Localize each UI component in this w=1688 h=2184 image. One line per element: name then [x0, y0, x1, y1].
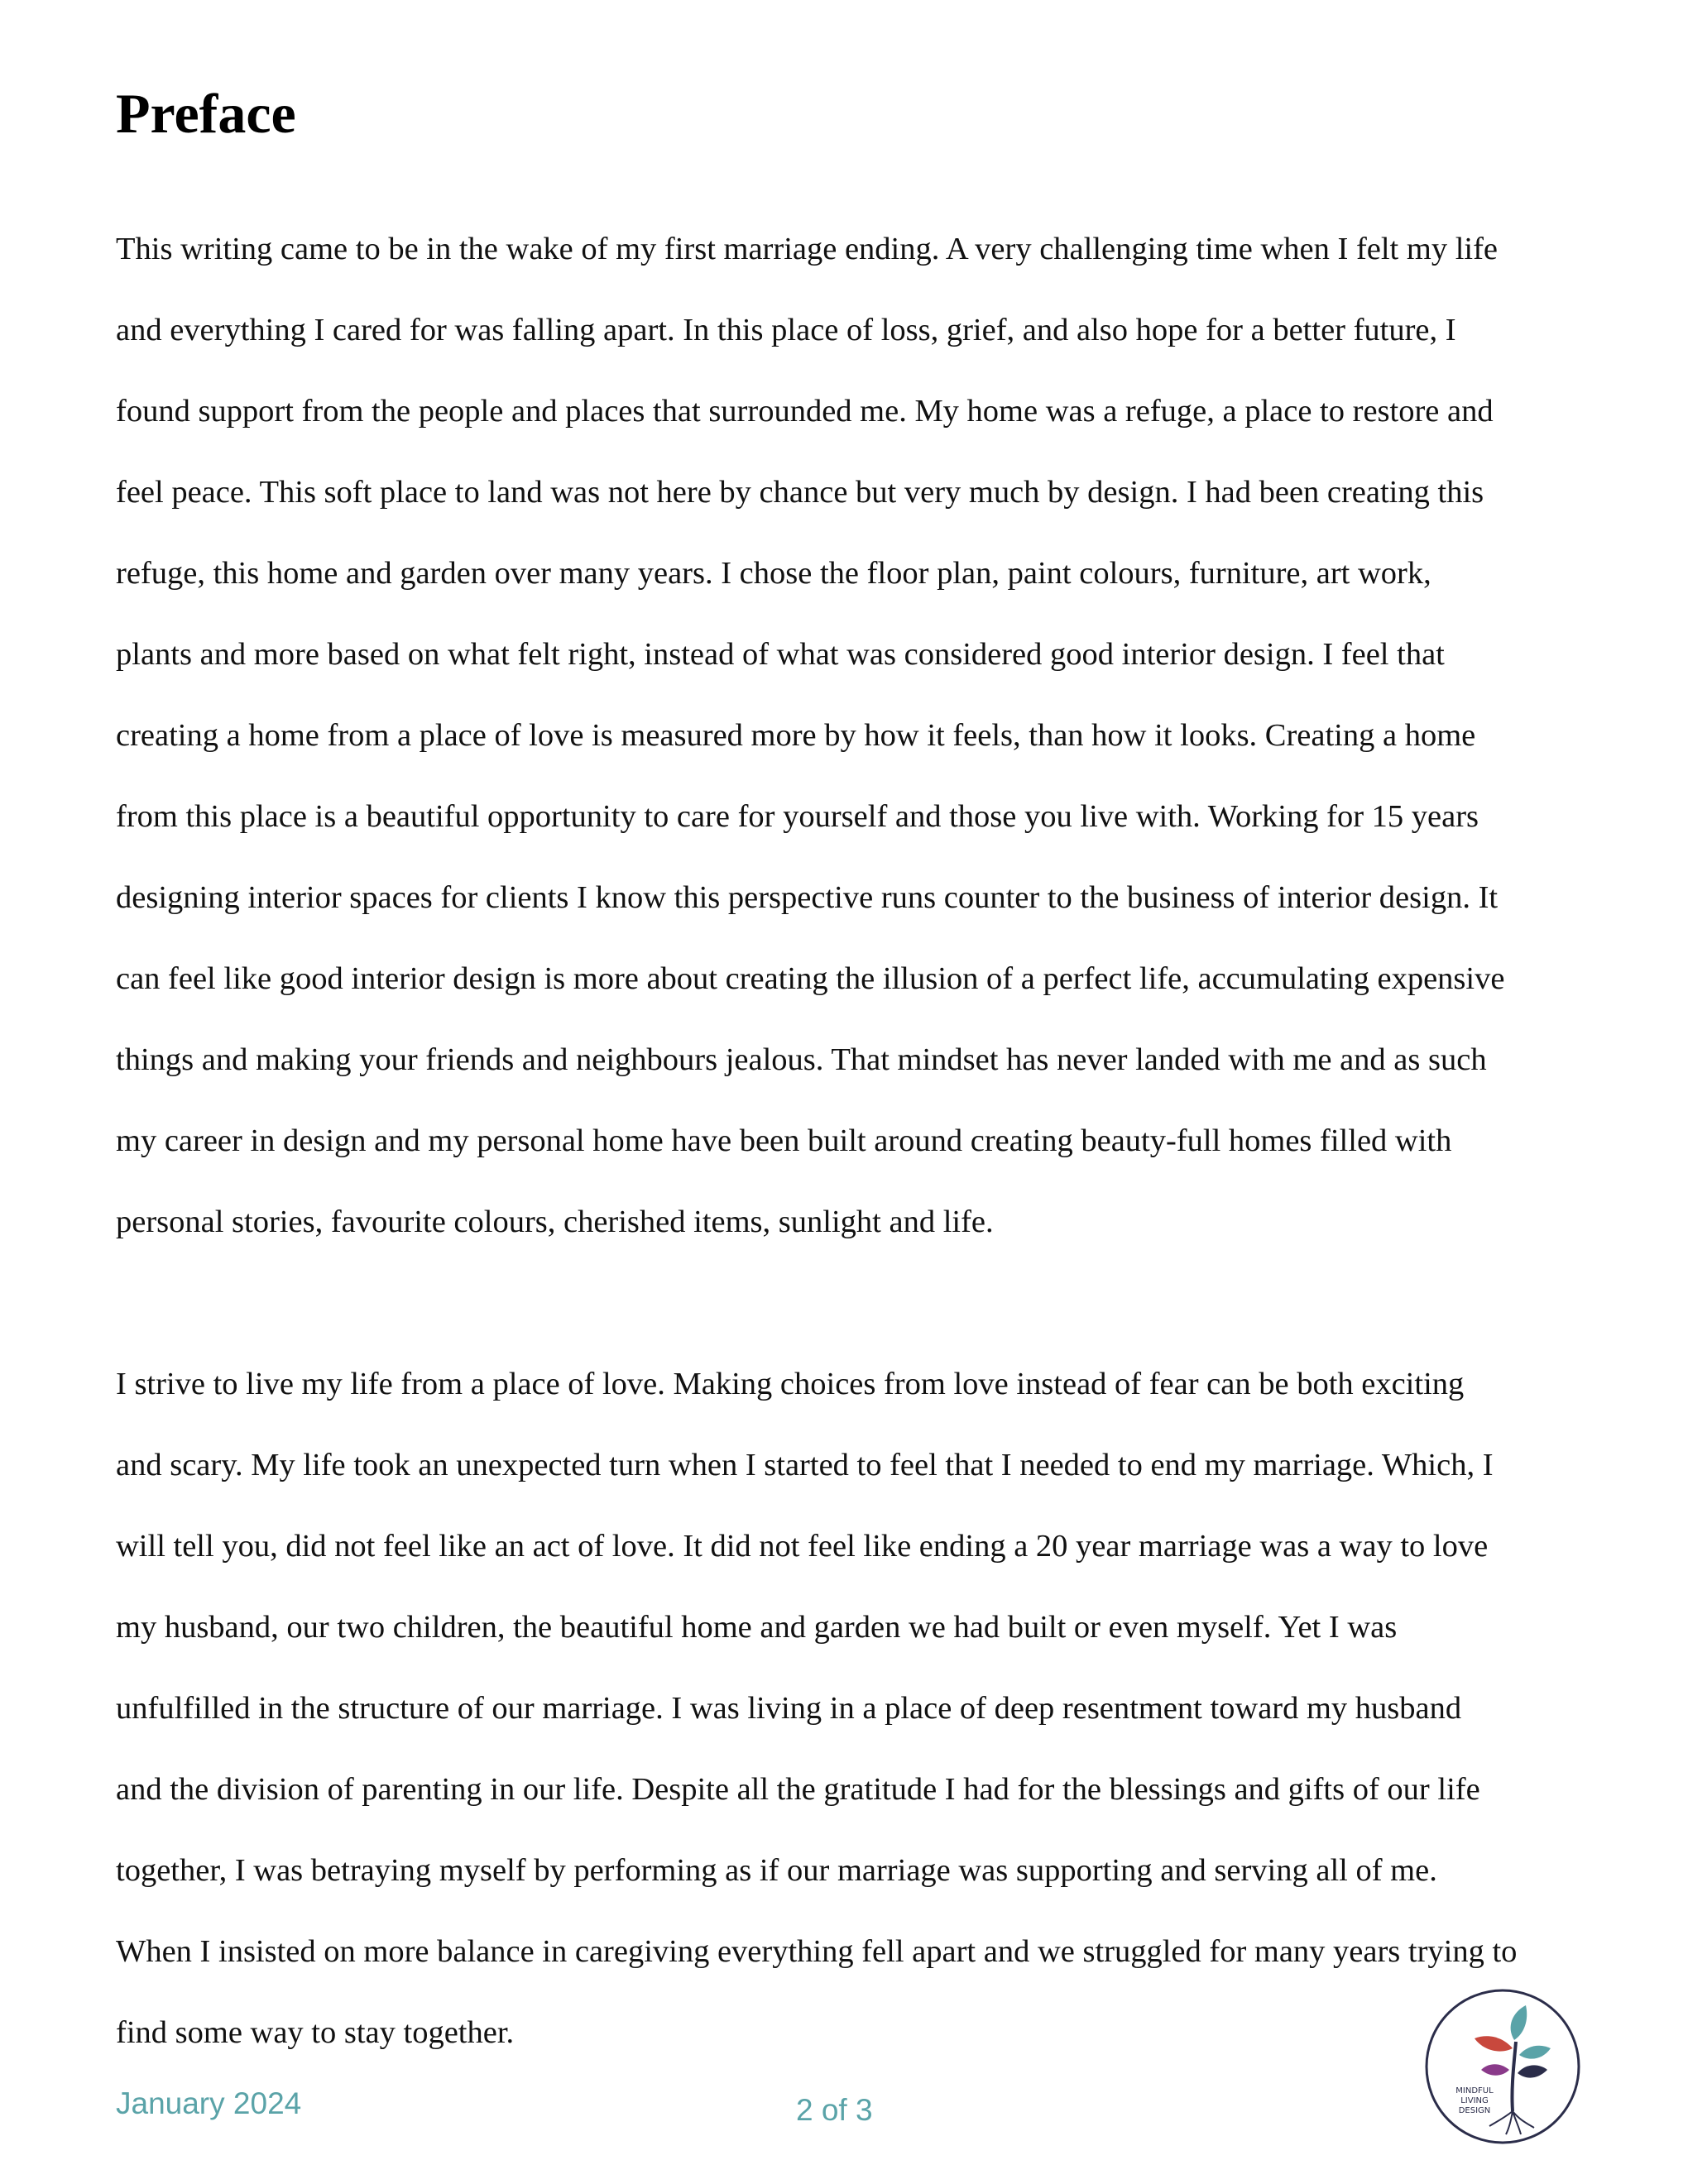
footer-date: January 2024 [116, 2086, 302, 2120]
text-line: creating a home from a place of love is measured more by how it feels, than how it looks. Creating a home [116, 718, 1476, 753]
text-line: found support from the people and places that surrounded me. My home was a refuge, a place to restore and [116, 394, 1494, 429]
text-line: refuge, this home and garden over many years. I chose the floor plan, paint colours, furniture, art work, [116, 556, 1431, 591]
paragraph-spacer [116, 1262, 1589, 1343]
text-line: This writing came to be in the wake of my first marriage ending. A very challenging time when I felt my life [116, 232, 1498, 266]
text-line: and the division of parenting in our life. Despite all the gratitude I had for the blessings and gifts of our life [116, 1772, 1480, 1807]
logo-text-3: DESIGN [1458, 2106, 1491, 2115]
text-line: from this place is a beautiful opportunity to care for yourself and those you live with. Working for 15 years [116, 799, 1479, 834]
text-line: When I insisted on more balance in caregiving everything fell apart and we struggled for many years trying to [116, 1934, 1518, 1969]
paragraph-1 [116, 208, 1589, 1262]
text-line: unfulfilled in the structure of our marriage. I was living in a place of deep resentment toward my husband [116, 1691, 1462, 1726]
text-line: will tell you, did not feel like an act of love. It did not feel like ending a 20 year marriage was a way to love [116, 1529, 1489, 1564]
text-line: can feel like good interior design is more about creating the illusion of a perfect life, accumulating expensive [116, 961, 1505, 996]
text-line: find some way to stay together. [116, 2015, 515, 2050]
text-line: together, I was betraying myself by performing as if our marriage was supporting and serving all of me. [116, 1853, 1437, 1888]
text-line: and everything I cared for was falling apart. In this place of loss, grief, and also hope for a better future, I [116, 313, 1456, 347]
logo-text-2: LIVING [1460, 2096, 1489, 2105]
paragraph-2 [116, 1343, 1589, 2073]
text-line: I strive to live my life from a place of love. Making choices from love instead of fear can be both exciting [116, 1367, 1465, 1401]
page-indicator: 2 of 3 [796, 2093, 873, 2127]
text-line: personal stories, favourite colours, cherished items, sunlight and life. [116, 1205, 994, 1239]
text-line: feel peace. This soft place to land was not here by chance but very much by design. I had been creating this [116, 475, 1484, 510]
text-line: things and making your friends and neighbours jealous. That mindset has never landed with me and as such [116, 1042, 1487, 1077]
preface-body [116, 208, 1589, 2073]
text-line: and scary. My life took an unexpected turn when I started to feel that I needed to end my marriage. Which, I [116, 1448, 1494, 1482]
logo-text-1: MINDFUL [1455, 2086, 1494, 2095]
text-line: my husband, our two children, the beautiful home and garden we had built or even myself. Yet I was [116, 1610, 1398, 1645]
page-title: Preface [116, 82, 296, 145]
mindful-living-design-logo-icon [1423, 1987, 1582, 2146]
text-line: plants and more based on what felt right, instead of what was considered good interior design. I feel that [116, 637, 1445, 672]
text-line: designing interior spaces for clients I know this perspective runs counter to the business of interior design. It [116, 880, 1499, 915]
text-line: my career in design and my personal home have been built around creating beauty-full homes filled with [116, 1123, 1452, 1158]
